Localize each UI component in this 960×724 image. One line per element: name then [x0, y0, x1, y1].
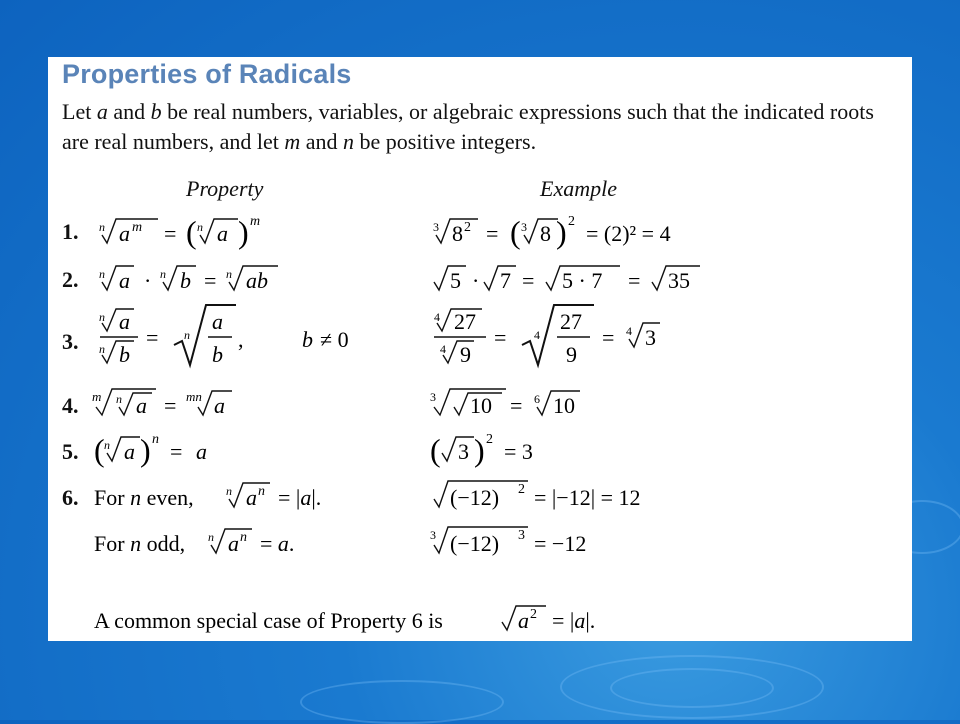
svg-text:n: n [184, 328, 190, 342]
svg-text:8: 8 [452, 221, 463, 246]
svg-text:3: 3 [645, 325, 656, 350]
svg-text:= −12: = −12 [534, 531, 587, 556]
svg-text:n: n [99, 310, 105, 324]
svg-text:(: ( [510, 214, 521, 250]
example-formula [430, 301, 730, 379]
row-number: 1. [62, 219, 79, 244]
special-case-note [94, 602, 714, 642]
svg-text:= a.: = a. [260, 531, 295, 556]
svg-text:(: ( [186, 214, 197, 250]
property-formula [98, 258, 328, 304]
svg-text:=: = [522, 268, 535, 293]
svg-text:a: a [228, 531, 239, 556]
svg-text:27: 27 [454, 309, 476, 334]
background-ripple [610, 668, 774, 708]
svg-text:n: n [240, 530, 247, 545]
example-formula [430, 383, 630, 429]
row-number: 2. [62, 267, 79, 292]
svg-text:mn: mn [186, 389, 202, 404]
svg-text:m: m [132, 220, 143, 235]
example-formula [428, 429, 608, 475]
svg-text:3: 3 [433, 220, 439, 234]
svg-text:3: 3 [521, 220, 527, 234]
svg-text:5: 5 [450, 268, 461, 293]
svg-text:7: 7 [500, 268, 511, 293]
svg-text:a: a [217, 221, 228, 246]
intro-text: Let a and b be real numbers, variables, or algebraic expressions such that the indicated roots are real numbers, and let m and n be positive integers. [62, 99, 874, 154]
svg-text:8: 8 [540, 221, 551, 246]
svg-text:2: 2 [486, 432, 493, 447]
svg-text:2: 2 [464, 220, 471, 235]
example-column-header: Example [540, 176, 617, 201]
svg-text:): ) [556, 214, 567, 250]
svg-text:n: n [160, 267, 166, 281]
svg-text:a: a [212, 309, 223, 334]
svg-text:(: ( [430, 432, 441, 468]
svg-text:= (2)² = 4: = (2)² = 4 [586, 221, 671, 246]
slide-content-card [48, 57, 912, 641]
svg-text:b: b [119, 342, 130, 367]
svg-text:a: a [136, 393, 147, 418]
example-formula [430, 258, 760, 304]
svg-text:n: n [116, 392, 122, 406]
svg-text:=: = [486, 221, 499, 246]
svg-text:=: = [510, 393, 523, 418]
svg-text:(−12): (−12) [450, 485, 500, 510]
svg-text:=: = [164, 393, 177, 418]
svg-text:10: 10 [470, 393, 492, 418]
svg-text:≠ 0: ≠ 0 [320, 327, 349, 352]
svg-text:): ) [140, 432, 151, 468]
svg-text:=: = [146, 325, 159, 350]
svg-text:2: 2 [518, 482, 525, 497]
svg-text:a: a [119, 221, 130, 246]
property-column-header: Property [186, 176, 264, 201]
svg-text:For n even,: For n even, [94, 485, 194, 510]
svg-text:b: b [212, 342, 223, 367]
svg-text:a: a [119, 268, 130, 293]
svg-text:n: n [99, 342, 105, 356]
svg-text:4: 4 [440, 342, 446, 356]
svg-text:,: , [238, 327, 244, 352]
svg-text:a: a [124, 439, 135, 464]
svg-text:=: = [628, 268, 641, 293]
svg-text:3: 3 [458, 439, 469, 464]
svg-text:(−12): (−12) [450, 531, 500, 556]
svg-text:b: b [302, 327, 313, 352]
slide-title: Properties of Radicals [62, 59, 352, 89]
svg-text:2: 2 [568, 214, 575, 229]
property-formula [94, 521, 374, 567]
svg-text:·: · [472, 268, 480, 293]
svg-text:= |−12| = 12: = |−12| = 12 [534, 485, 641, 510]
svg-text:m: m [250, 214, 261, 229]
svg-text:4: 4 [534, 328, 540, 342]
svg-text:4: 4 [434, 310, 440, 324]
svg-text:3: 3 [430, 390, 436, 404]
svg-text:= |a|.: = |a|. [552, 608, 596, 633]
svg-text:a: a [196, 439, 207, 464]
row-number: 3. [62, 329, 79, 354]
svg-text:n: n [104, 438, 110, 452]
example-formula [430, 211, 730, 257]
row-number: 6. [62, 485, 79, 510]
svg-text:9: 9 [566, 342, 577, 367]
svg-text:a: a [119, 309, 130, 334]
svg-text:For n odd,: For n odd, [94, 531, 186, 556]
svg-text:2: 2 [530, 607, 537, 622]
svg-text:ab: ab [246, 268, 268, 293]
svg-text:27: 27 [560, 309, 582, 334]
property-formula [94, 475, 374, 521]
svg-text:·: · [144, 268, 152, 293]
property-formula [92, 383, 312, 429]
svg-text:a: a [518, 608, 529, 633]
svg-text:A common special case of Prope: A common special case of Property 6 is [94, 608, 443, 633]
svg-text:5 · 7: 5 · 7 [562, 268, 603, 293]
svg-text:n: n [258, 484, 265, 499]
svg-text:n: n [152, 432, 159, 447]
svg-text:n: n [226, 267, 232, 281]
svg-text:n: n [208, 530, 214, 544]
svg-text:4: 4 [626, 324, 632, 338]
svg-text:9: 9 [460, 342, 471, 367]
svg-text:b: b [180, 268, 191, 293]
svg-text:3: 3 [430, 528, 436, 542]
example-formula [430, 475, 730, 521]
svg-text:a: a [214, 393, 225, 418]
svg-text:(: ( [94, 432, 105, 468]
svg-text:=: = [204, 268, 217, 293]
svg-text:n: n [197, 220, 203, 234]
svg-text:n: n [99, 220, 105, 234]
svg-text:35: 35 [668, 268, 690, 293]
svg-text:n: n [99, 267, 105, 281]
svg-text:): ) [238, 214, 249, 250]
svg-text:=: = [170, 439, 183, 464]
svg-text:a: a [246, 485, 257, 510]
svg-text:n: n [226, 484, 232, 498]
example-formula [430, 521, 730, 567]
svg-text:6: 6 [534, 392, 540, 406]
svg-text:= |a|.: = |a|. [278, 485, 322, 510]
svg-text:): ) [474, 432, 485, 468]
svg-text:10: 10 [553, 393, 575, 418]
svg-text:=: = [164, 221, 177, 246]
svg-text:=: = [602, 325, 615, 350]
property-formula [98, 211, 283, 257]
property-formula [98, 301, 388, 379]
row-number: 4. [62, 393, 79, 418]
svg-text:3: 3 [518, 528, 525, 543]
svg-text:=: = [494, 325, 507, 350]
svg-text:m: m [92, 389, 102, 404]
row-number: 5. [62, 439, 79, 464]
property-formula [92, 429, 272, 475]
svg-text:= 3: = 3 [504, 439, 533, 464]
background-ripple [300, 680, 504, 724]
